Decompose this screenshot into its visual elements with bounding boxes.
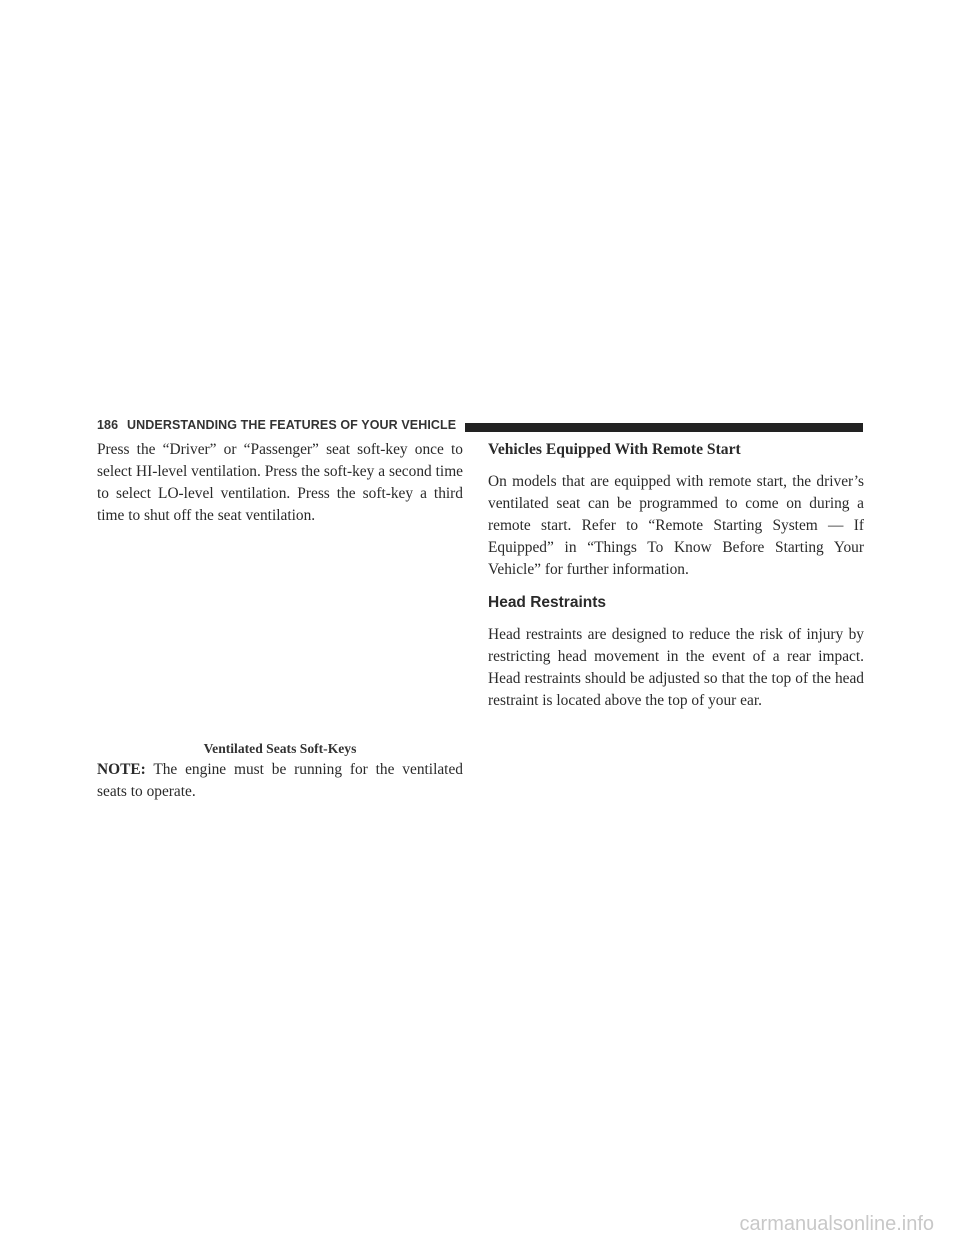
remote-start-heading: Vehicles Equipped With Remote Start — [488, 441, 741, 458]
section-title: UNDERSTANDING THE FEATURES OF YOUR VEHICLE — [127, 418, 457, 432]
figure-caption: Ventilated Seats Soft-Keys — [203, 741, 357, 756]
head-restraints-paragraph: Head restraints are designed to reduce the risk of injury by restricting head movement in the event of a rear impact. Head restraints should be adjusted so that the top of the head restraint is located above the top of your ear. — [488, 626, 864, 709]
page-header — [97, 417, 863, 437]
watermark: carmanualsonline.info — [739, 1213, 934, 1235]
page-number: 186 — [97, 418, 119, 432]
note-text: The engine must be running for the ventilated seats to operate. — [97, 761, 463, 800]
header-rule — [465, 423, 863, 432]
remote-start-paragraph: On models that are equipped with remote start, the driver’s ventilated seat can be programmed to come on during a remote start. Refer to “Remote Starting System — If Equipped” in “Things To Know Before Starting Your Vehicle” for further information. — [488, 473, 864, 578]
head-restraints-heading: Head Restraints — [488, 594, 607, 611]
right-column — [488, 439, 864, 712]
figure-image — [97, 535, 463, 735]
note-label: NOTE: — [97, 761, 146, 778]
left-column — [97, 439, 463, 527]
note-paragraph — [97, 759, 463, 803]
intro-paragraph: Press the “Driver” or “Passenger” seat soft-key once to select HI-level ventilation. Press the soft-key a second time to select LO-level ventilation. Press the soft-key a third time to shut off the seat ventilation. — [97, 441, 463, 524]
